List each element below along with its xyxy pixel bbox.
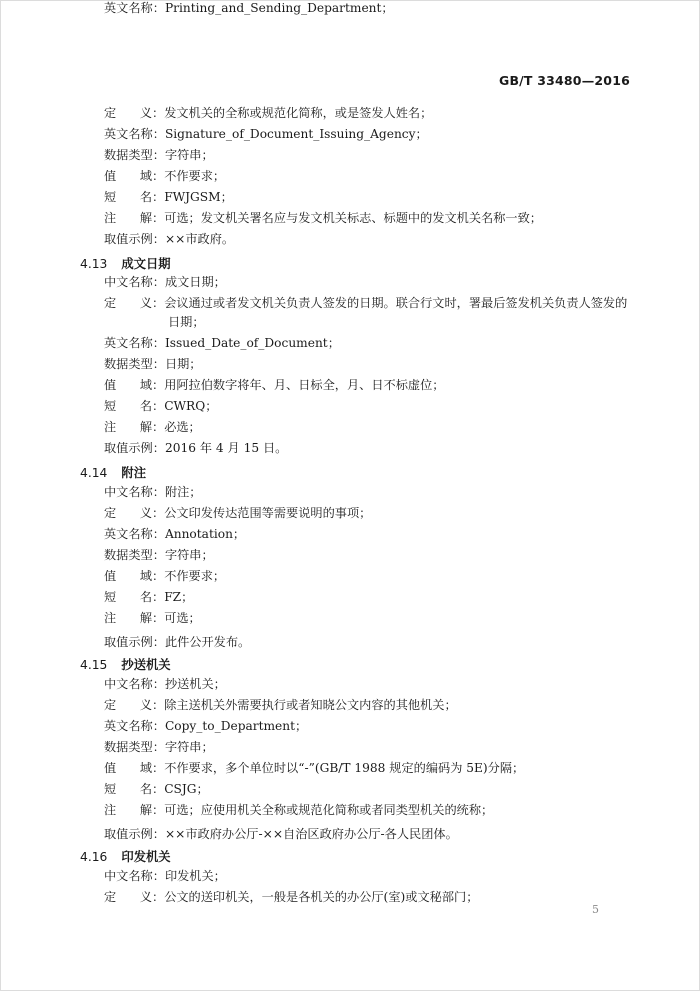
field-label-char: 短	[104, 399, 117, 413]
field-label-char: 值	[104, 378, 117, 392]
field-separator: ：	[152, 698, 165, 712]
field-label: 中文名称	[104, 485, 153, 499]
field-value: 日期；	[168, 315, 205, 329]
field-value: 此件公开发布。	[164, 635, 251, 649]
field-separator: ：	[152, 590, 165, 604]
field-label	[104, 168, 152, 184]
field-separator: ：	[152, 485, 165, 499]
field-line	[104, 295, 627, 311]
section-title: 抄送机关	[121, 658, 171, 672]
field-separator: ：	[152, 506, 165, 520]
field-separator: ：	[152, 890, 165, 904]
field-line	[104, 484, 202, 500]
field-separator: ：	[152, 106, 165, 120]
page-number: 5	[592, 903, 599, 916]
section-title: 印发机关	[121, 850, 171, 864]
section-number: 4.15	[80, 658, 108, 672]
field-line	[104, 210, 542, 226]
field-separator: ：	[152, 782, 165, 796]
field-line	[104, 634, 250, 650]
field-line	[104, 718, 307, 734]
field-label-char: 名	[139, 399, 152, 413]
field-separator: ：	[152, 211, 165, 225]
field-label	[104, 377, 152, 393]
field-separator: ：	[152, 677, 165, 691]
field-label-char: 义	[139, 506, 152, 520]
field-line	[104, 868, 226, 884]
field-label	[104, 189, 152, 205]
field-separator: ：	[152, 420, 165, 434]
field-label-char: 名	[139, 190, 152, 204]
field-value: 字符串；	[164, 740, 214, 754]
field-label: 中文名称	[104, 677, 153, 691]
field-label-char: 解	[139, 211, 152, 225]
field-line	[104, 526, 245, 542]
field-value: 除主送机关外需要执行或者知晓公文内容的其他机关；	[164, 698, 457, 712]
field-value: 不作要求；	[164, 569, 226, 583]
field-label: 英文名称	[104, 336, 153, 350]
field-value: ××市政府办公厅-××自治区政府办公厅-各人民团体。	[164, 827, 458, 841]
field-line	[104, 126, 428, 142]
field-line	[104, 697, 457, 713]
field-separator: ：	[152, 441, 165, 455]
field-line	[104, 274, 226, 290]
field-line	[104, 189, 233, 205]
field-value: Copy_to_Department；	[164, 719, 308, 733]
field-separator: ：	[152, 232, 165, 246]
continuation-line	[168, 314, 205, 330]
field-label: 中文名称	[104, 869, 153, 883]
field-line	[104, 739, 214, 755]
field-label: 数据类型	[104, 548, 153, 562]
field-value: 可选；应使用机关全称或规范化简称或者同类型机关的统称；	[164, 803, 494, 817]
field-label-char: 定	[104, 296, 117, 310]
field-label	[104, 568, 152, 584]
field-value: 用阿拉伯数字将年、月、日标全，月、日不标虚位；	[164, 378, 445, 392]
field-line	[104, 760, 524, 776]
field-value: Annotation；	[164, 527, 246, 541]
standard-code-header: GB/T 33480—2016	[498, 73, 630, 88]
field-separator: ：	[152, 1, 165, 15]
field-label-char: 短	[104, 782, 117, 796]
field-label-char: 解	[139, 611, 152, 625]
field-separator: ：	[152, 399, 165, 413]
field-label-char: 值	[104, 169, 117, 183]
field-label-char: 域	[139, 169, 152, 183]
field-line	[104, 356, 202, 372]
field-value: 2016 年 4 月 15 日。	[164, 441, 288, 455]
field-separator: ：	[152, 761, 165, 775]
field-value: FWJGSM；	[164, 190, 233, 204]
field-line	[104, 610, 201, 626]
field-value: FZ；	[164, 590, 194, 604]
field-line	[104, 335, 340, 351]
field-separator: ：	[152, 548, 165, 562]
field-label-char: 注	[104, 420, 117, 434]
field-label	[104, 802, 152, 818]
field-label: 取值示例	[104, 441, 153, 455]
field-separator: ：	[152, 378, 165, 392]
field-value: CWRQ；	[164, 399, 218, 413]
field-value: 印发机关；	[164, 869, 226, 883]
field-value: CSJG；	[164, 782, 209, 796]
field-separator: ：	[152, 296, 165, 310]
field-line	[104, 0, 394, 16]
field-line	[104, 398, 217, 414]
field-value: 附注；	[164, 485, 202, 499]
field-label	[104, 781, 152, 797]
section-number: 4.14	[80, 466, 108, 480]
field-line	[104, 231, 234, 247]
field-value: 公文的送印机关，一般是各机关的办公厅(室)或文秘部门；	[164, 890, 479, 904]
field-label-char: 注	[104, 803, 117, 817]
field-separator: ：	[152, 803, 165, 817]
field-label	[104, 210, 152, 226]
field-label: 英文名称	[104, 719, 153, 733]
section-heading	[80, 847, 171, 865]
field-label	[104, 419, 152, 435]
field-separator: ：	[152, 869, 165, 883]
field-label: 取值示例	[104, 232, 153, 246]
field-label: 取值示例	[104, 827, 153, 841]
field-label: 取值示例	[104, 635, 153, 649]
field-value: 可选；发文机关署名应与发文机关标志、标题中的发文机关名称一致；	[164, 211, 542, 225]
field-line	[104, 826, 458, 842]
field-line	[104, 802, 493, 818]
field-value: 可选；	[164, 611, 201, 625]
field-label: 数据类型	[104, 740, 153, 754]
field-label-char: 名	[139, 782, 152, 796]
field-label-char: 义	[139, 106, 152, 120]
section-heading	[80, 463, 146, 481]
field-value: 字符串；	[164, 548, 214, 562]
field-value: Printing_and_Sending_Department；	[164, 1, 394, 15]
field-label: 英文名称	[104, 127, 153, 141]
field-label-char: 短	[104, 590, 117, 604]
field-label	[104, 295, 152, 311]
field-value: Issued_Date_of_Document；	[164, 336, 340, 350]
section-heading	[80, 655, 171, 673]
field-label	[104, 760, 152, 776]
field-label	[104, 610, 152, 626]
field-label-char: 域	[139, 761, 152, 775]
field-separator: ：	[152, 569, 165, 583]
field-line	[104, 568, 225, 584]
field-label: 英文名称	[104, 527, 153, 541]
field-label-char: 名	[139, 590, 152, 604]
section-title: 附注	[121, 466, 146, 480]
field-separator: ：	[152, 611, 165, 625]
field-label-char: 解	[139, 803, 152, 817]
field-label: 英文名称	[104, 1, 153, 15]
field-label-char: 值	[104, 569, 117, 583]
field-label-char: 注	[104, 611, 117, 625]
field-value: 发文机关的全称或规范化简称，或是签发人姓名；	[164, 106, 433, 120]
field-label-char: 域	[139, 378, 152, 392]
field-line	[104, 589, 193, 605]
field-label-char: 义	[139, 296, 152, 310]
field-line	[104, 168, 225, 184]
field-value: 日期；	[164, 357, 202, 371]
field-separator: ：	[152, 357, 165, 371]
field-label: 数据类型	[104, 357, 153, 371]
field-value: 不作要求，多个单位时以“-”(GB/T 1988 规定的编码为 5E)分隔；	[164, 761, 525, 775]
field-separator: ：	[152, 190, 165, 204]
field-separator: ：	[152, 635, 165, 649]
field-value: Signature_of_Document_Issuing_Agency；	[164, 127, 428, 141]
field-label-char: 定	[104, 106, 117, 120]
field-label-char: 义	[139, 890, 152, 904]
field-line	[104, 419, 201, 435]
field-line	[104, 505, 371, 521]
field-label-char: 定	[104, 698, 117, 712]
field-separator: ：	[152, 527, 165, 541]
field-line	[104, 676, 226, 692]
field-label-char: 域	[139, 569, 152, 583]
field-line	[104, 889, 478, 905]
field-label-char: 注	[104, 211, 117, 225]
field-label: 数据类型	[104, 148, 153, 162]
field-label	[104, 505, 152, 521]
field-separator: ：	[152, 127, 165, 141]
field-separator: ：	[152, 275, 165, 289]
field-line	[104, 377, 445, 393]
field-label	[104, 889, 152, 905]
field-label-char: 值	[104, 761, 117, 775]
field-value: ××市政府。	[164, 232, 235, 246]
field-value: 字符串；	[164, 148, 214, 162]
field-value: 会议通过或者发文机关负责人签发的日期。联合行文时，署最后签发机关负责人签发的	[164, 296, 628, 310]
field-value: 必选；	[164, 420, 201, 434]
field-label: 中文名称	[104, 275, 153, 289]
field-separator: ：	[152, 719, 165, 733]
field-value: 不作要求；	[164, 169, 226, 183]
field-value: 成文日期；	[164, 275, 226, 289]
field-label	[104, 589, 152, 605]
field-line	[104, 781, 209, 797]
field-label-char: 解	[139, 420, 152, 434]
field-separator: ：	[152, 169, 165, 183]
section-heading	[80, 254, 171, 272]
field-line	[104, 105, 432, 121]
field-label-char: 定	[104, 890, 117, 904]
field-line	[104, 147, 214, 163]
field-separator: ：	[152, 827, 165, 841]
section-number: 4.16	[80, 850, 108, 864]
field-value: 抄送机关；	[164, 677, 226, 691]
field-line	[104, 440, 287, 456]
field-label-char: 短	[104, 190, 117, 204]
field-separator: ：	[152, 336, 165, 350]
section-title: 成文日期	[121, 257, 171, 271]
field-label	[104, 697, 152, 713]
field-value: 公文印发传达范围等需要说明的事项；	[164, 506, 372, 520]
section-number: 4.13	[80, 257, 108, 271]
field-label-char: 定	[104, 506, 117, 520]
field-label-char: 义	[139, 698, 152, 712]
field-label	[104, 105, 152, 121]
field-label	[104, 398, 152, 414]
field-separator: ：	[152, 148, 165, 162]
field-separator: ：	[152, 740, 165, 754]
field-line	[104, 547, 214, 563]
